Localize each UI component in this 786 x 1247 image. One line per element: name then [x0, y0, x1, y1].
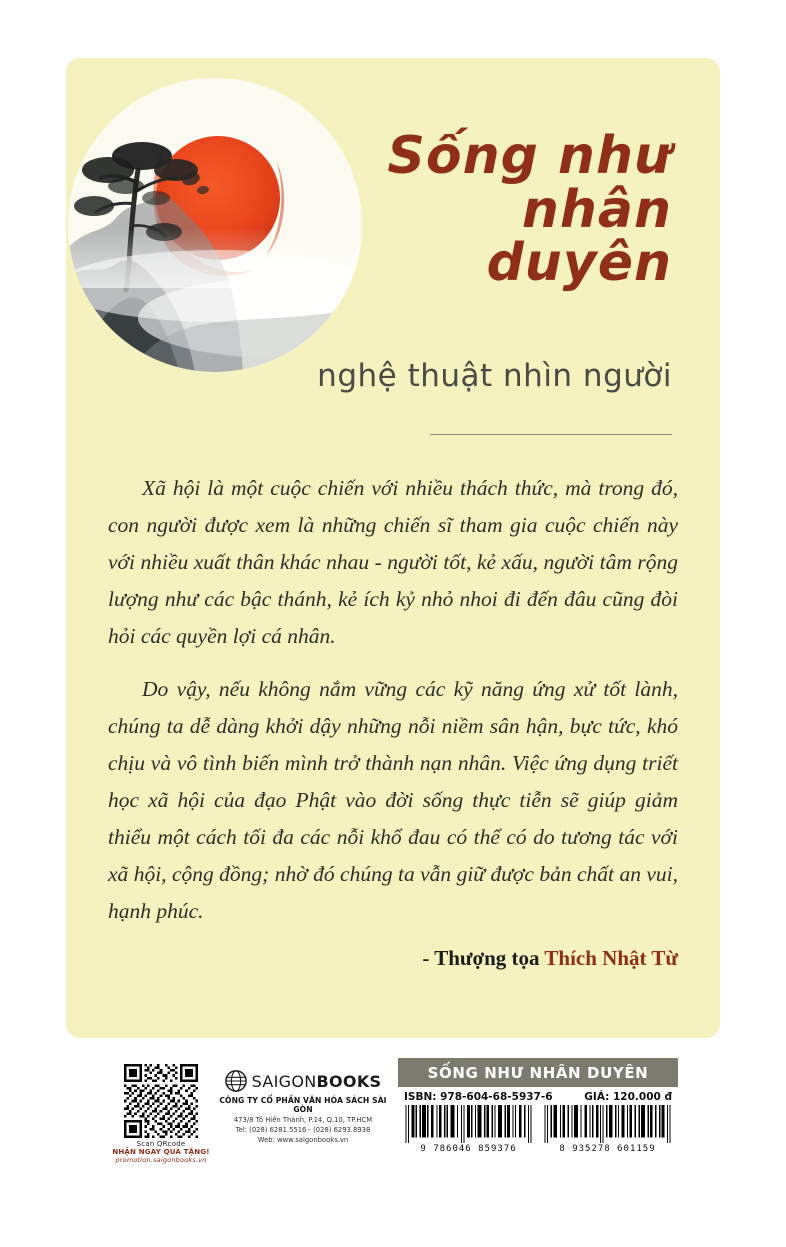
book-title — [330, 126, 710, 294]
publisher-phone: Tel: (028) 6281.5516 - (028) 6293.8938 — [235, 1125, 371, 1134]
attribution-prefix: - Thượng tọa — [422, 946, 545, 970]
price-label: GIÁ: 120.000 đ — [584, 1091, 672, 1103]
qr-code-icon[interactable] — [124, 1064, 198, 1138]
qr-block — [108, 1058, 212, 1174]
publisher-address: 473/8 Tô Hiến Thành, P.14, Q.10, TP.HCM — [233, 1116, 373, 1124]
wordmark-bold: BOOKS — [316, 1071, 382, 1091]
blurb-text — [108, 470, 678, 946]
barcode-price-image — [543, 1105, 672, 1143]
footer-isbn-block — [398, 1058, 678, 1174]
wordmark-light: SAIGON — [251, 1071, 317, 1091]
isbn-label: ISBN: 978-604-68-5937-6 — [404, 1091, 553, 1103]
barcode-isbn — [404, 1105, 533, 1174]
publisher-website: Web: www.saigonbooks.vn — [257, 1135, 349, 1144]
publisher-company-name: CÔNG TY CỔ PHẦN VĂN HÓA SÁCH SÀI GÒN — [219, 1096, 387, 1114]
ink-painting-artwork — [68, 78, 362, 372]
cover-footer — [108, 1058, 678, 1174]
publisher-info — [212, 1058, 398, 1174]
barcode-price — [543, 1105, 672, 1174]
barcode-price-digits: 8 935278 601159 — [559, 1144, 656, 1154]
isbn-price-row — [398, 1087, 678, 1105]
blurb-paragraph-2: Do vậy, nếu không nắm vững các kỹ năng ứng xử tốt lành, chúng ta dễ dàng khởi dậy những nỗi niềm sân hận, bực tức, khó chịu và vô tình biến mình trở thành nạn nhân. Việc ứng dụng triết học xã hội của đạo Phật vào đời sống thực tiễn sẽ giúp giảm thiểu một cách tối đa các nỗi khổ đau có thể có do tương tác với xã hội, cộng đồng; nhờ đó chúng ta vẫn giữ được bản chất an vui, hạnh phúc. — [108, 676, 678, 923]
title-line-2: nhân — [521, 179, 672, 240]
qr-caption-scan: Scan QRcode — [136, 1140, 186, 1148]
book-subtitle: nghệ thuật nhìn người — [317, 358, 672, 394]
barcode-isbn-image — [404, 1105, 533, 1143]
footer-book-title: SỐNG NHƯ NHÂN DUYÊN — [398, 1058, 678, 1087]
qr-caption-promo: NHẬN NGAY QUÀ TẶNG! — [112, 1148, 210, 1156]
attribution-author-name: Thích Nhật Từ — [544, 946, 678, 970]
footer-publisher-block — [108, 1058, 398, 1174]
qr-caption-url: promotion.saigonbooks.vn — [115, 1156, 207, 1164]
title-line-1: Sống như — [387, 126, 672, 186]
globe-icon — [225, 1070, 247, 1092]
publisher-logo — [212, 1070, 394, 1092]
ink-painting-svg — [68, 78, 362, 372]
blurb-paragraph-1: Xã hội là một cuộc chiến với nhiều thách thức, mà trong đó, con người được xem là những chiến sĩ tham gia cuộc chiến này với nhiều xuất thân khác nhau - người tốt, kẻ xấu, người tâm rộng lượng như các bậc thánh, kẻ ích kỷ nhỏ nhoi đi đến đâu cũng đòi hỏi các quyền lợi cá nhân. — [108, 476, 678, 648]
blurb-attribution — [108, 946, 678, 971]
title-line-3: duyên — [486, 233, 672, 294]
publisher-wordmark — [252, 1072, 382, 1091]
barcode-isbn-digits: 9 786046 859376 — [420, 1144, 517, 1154]
divider-rule — [430, 434, 672, 435]
barcode-group — [398, 1105, 678, 1174]
